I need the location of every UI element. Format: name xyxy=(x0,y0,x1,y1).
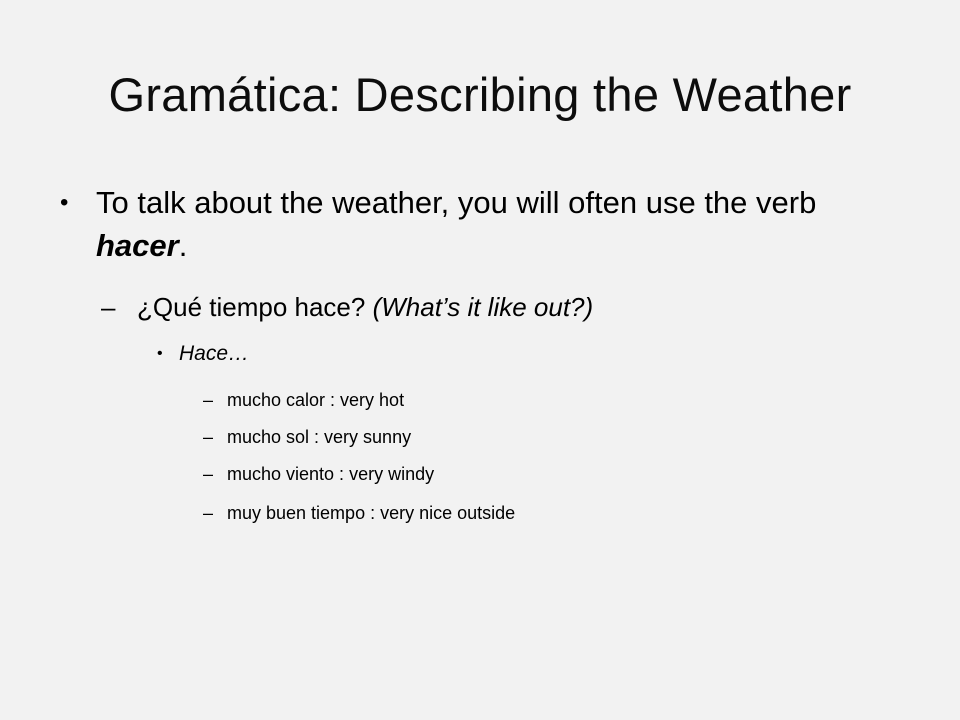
verb-emphasis: hacer xyxy=(96,228,179,263)
phrase-item xyxy=(203,387,404,413)
dash-marker: – xyxy=(101,292,116,322)
question-text xyxy=(137,287,861,327)
sub-bullet-hace xyxy=(157,338,249,370)
phrase-item xyxy=(203,424,411,450)
question-translation: (What’s it like out?) xyxy=(372,292,594,322)
dash-marker: – xyxy=(203,427,214,447)
phrase-item xyxy=(203,500,515,526)
sub-bullet-question xyxy=(101,287,861,327)
phrase-text: mucho viento : very windy xyxy=(227,464,435,484)
hace-text: Hace… xyxy=(179,342,250,365)
phrase-text: mucho calor : very hot xyxy=(227,390,405,410)
slide-title: Gramática: Describing the Weather xyxy=(108,68,852,121)
dash-marker: – xyxy=(203,390,214,410)
bullet-text-before: To talk about the weather, you will often use the verb xyxy=(96,185,817,220)
question-spanish: ¿Qué tiempo hace? xyxy=(137,292,373,322)
bullet-hacer xyxy=(60,181,880,267)
bullet-text-after: . xyxy=(178,228,188,263)
dash-marker: – xyxy=(203,464,214,484)
dash-marker: – xyxy=(203,503,214,523)
phrase-text: mucho sol : very sunny xyxy=(227,427,412,447)
phrase-text: muy buen tiempo : very nice outside xyxy=(227,503,516,523)
bullet-text xyxy=(96,181,880,267)
bullet-marker: • xyxy=(157,345,163,362)
bullet-marker: • xyxy=(60,189,69,216)
phrase-item xyxy=(203,461,434,487)
